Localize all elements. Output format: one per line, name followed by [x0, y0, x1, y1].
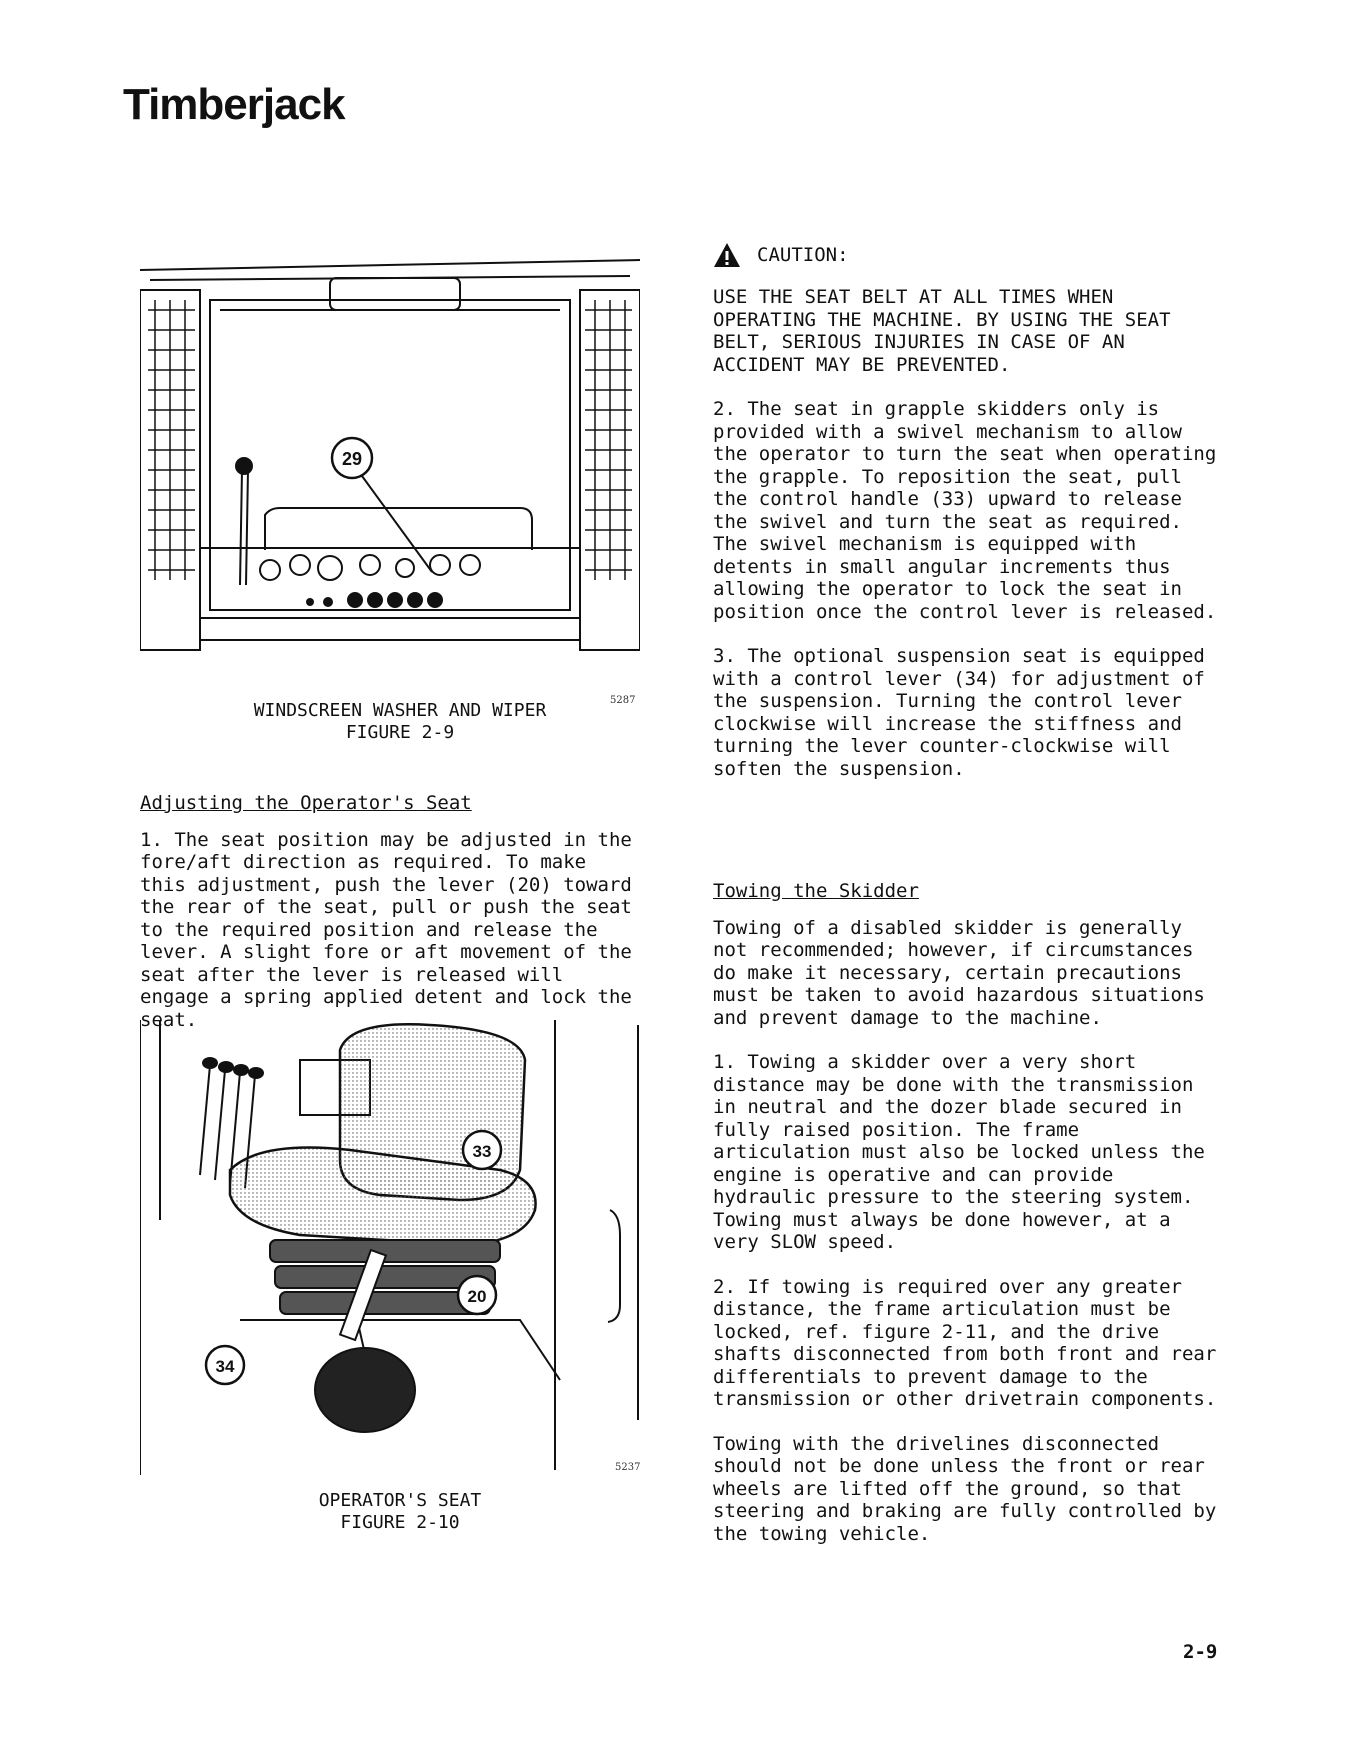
caption-title: WINDSCREEN WASHER AND WIPER	[253, 700, 547, 721]
caption-number: FIGURE 2-9	[345, 722, 455, 743]
figure-windscreen-washer-wiper	[140, 240, 640, 685]
right-column	[713, 242, 1218, 1567]
paragraph-seat-swivel: 2. The seat in grapple skidders only is provided with a swivel mechanism to allow the operator to turn the seat when operating the grapple. To reposition the seat, pull the control handle (33) upward to release the swivel and turn the seat as required. The swivel mechanism is equipped with detents in small angular increments thus allowing the operator to lock the seat in position once the control lever is released.	[713, 398, 1217, 623]
caption-number: FIGURE 2-10	[340, 1512, 460, 1533]
figure-2-10-caption	[260, 1490, 540, 1534]
callout-34: 34	[215, 1357, 235, 1376]
callout-20: 20	[467, 1287, 487, 1306]
figure-code: 5287	[610, 695, 636, 706]
paragraph-towing-intro: Towing of a disabled skidder is generally not recommended; however, if circumstances do make it necessary, certain precautions must be taken to avoid hazardous situations and prevent damage to the machine.	[713, 916, 1205, 1029]
figure-2-9-caption	[230, 700, 570, 744]
figure-operators-seat	[140, 1020, 660, 1475]
caution-text: USE THE SEAT BELT AT ALL TIMES WHEN OPERATING THE MACHINE. BY USING THE SEAT BELT, SERIOUS INJURIES IN CASE OF AN ACCIDENT MAY BE PREVENTED.	[713, 286, 1171, 376]
page-number: 2-9	[1183, 1641, 1218, 1663]
section-heading-adjusting-seat: Adjusting the Operator's Seat	[140, 792, 472, 814]
warning-icon	[713, 242, 741, 268]
paragraph-suspension-seat: 3. The optional suspension seat is equipped with a control lever (34) for adjustment of the suspension. Turning the control lever clockwise will increase the stiffness and turning the lever counter-clockwise will soften the suspension.	[713, 645, 1205, 780]
callout-33: 33	[472, 1142, 492, 1161]
callout-29: 29	[341, 449, 363, 469]
paragraph-towing-drivelines: Towing with the drivelines disconnected should not be done unless the front or rear wheels are lifted off the ground, so that steering and braking are fully controlled by the towing vehicle.	[713, 1432, 1217, 1545]
left-column	[140, 792, 640, 1053]
paragraph-seat-fore-aft: 1. The seat position may be adjusted in the fore/aft direction as required. To make this adjustment, push the lever (20) toward the rear of the seat, pull or push the seat to the required position and release the lever. A slight fore or aft movement of the seat after the lever is released will engage a spring applied detent and lock the seat.	[140, 828, 632, 1031]
paragraph-towing-long: 2. If towing is required over any greater distance, the frame articulation must be locked, ref. figure 2-11, and the drive shafts disconnected from both front and rear differentials to prevent damage to the transmission or other drivetrain components.	[713, 1275, 1217, 1410]
caution-label: CAUTION:	[757, 243, 849, 266]
paragraph-towing-short: 1. Towing a skidder over a very short distance may be done with the transmission in neutral and the dozer blade secured in fully raised position. The frame articulation must also be locked unless the engine is operative and can provide hydraulic pressure to the steering system. Towing must always be done however, at a very SLOW speed.	[713, 1051, 1205, 1253]
brand-logo: Timberjack	[123, 80, 345, 129]
figure-code: 5237	[615, 1462, 641, 1473]
caption-title: OPERATOR'S SEAT	[318, 1490, 482, 1511]
caution-header	[713, 242, 1218, 268]
section-heading-towing: Towing the Skidder	[713, 880, 919, 902]
